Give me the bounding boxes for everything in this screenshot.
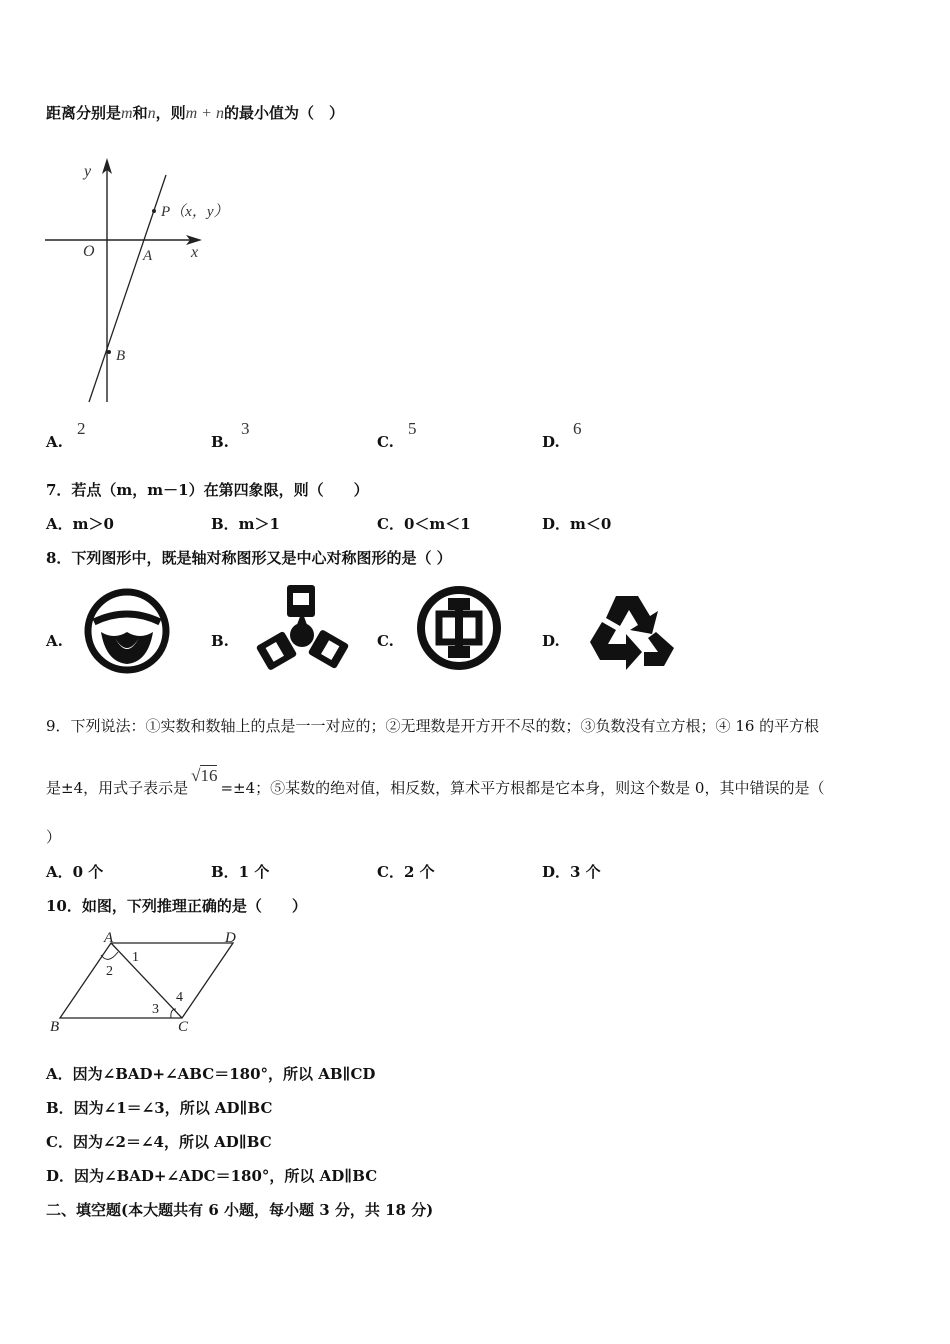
q7-option-d: D．m＜0	[542, 515, 612, 533]
q8-option-d-letter: D.	[542, 632, 560, 650]
q9-option-a: A．0 个	[46, 863, 104, 881]
sqrt-symbol	[188, 766, 220, 786]
q8-option-b-letter: B.	[211, 632, 229, 650]
label-o: O	[83, 243, 95, 260]
q6-option-b-value: 3	[241, 419, 250, 438]
label-d: D	[225, 930, 236, 946]
q6-stem: 距离分别是m和n，则m + n的最小值为（ ）	[46, 104, 344, 122]
label-p: P（x，y）	[161, 204, 229, 220]
q8-stem: 8．下列图形中，既是轴对称图形又是中心对称图形的是（ ）	[46, 549, 452, 567]
angle-label-4: 4	[176, 990, 183, 1005]
point-p	[152, 209, 156, 213]
angle-label-2: 2	[106, 964, 113, 979]
q10-option-c: C．因为∠2＝∠4，所以 AD∥BC	[46, 1133, 272, 1151]
q9-line-1: 9．下列说法：①实数和数轴上的点是一一对应的；②无理数是开方开不尽的数；③负数没有立方根；④ 16 的平方根	[46, 717, 820, 735]
sqrt-radicand: 16	[200, 766, 218, 785]
q6-option-d-value: 6	[573, 419, 582, 438]
sqrt-sign-icon: √	[191, 766, 201, 785]
line-ab	[89, 175, 166, 402]
q7-stem: 7．若点（m，m－1）在第四象限，则（ ）	[46, 481, 369, 499]
label-a: A	[104, 930, 114, 946]
label-x: x	[191, 244, 199, 261]
q6-option-c-letter: C.	[377, 433, 394, 451]
q6-option-a-value: 2	[77, 419, 86, 438]
q10-option-b: B．因为∠1＝∠3，所以 AD∥BC	[46, 1099, 273, 1117]
q8-figure-c-coin-icon	[415, 584, 503, 672]
q6-option-b-letter: B.	[211, 433, 229, 451]
angle-label-1: 1	[132, 950, 139, 965]
q9-option-b: B．1 个	[211, 863, 270, 881]
label-b: B	[116, 348, 126, 364]
label-a: A	[143, 248, 153, 264]
q8-option-a-letter: A.	[46, 632, 63, 650]
q6-coordinate-figure	[40, 150, 250, 410]
q8-option-c-letter: C.	[377, 632, 394, 650]
q7-option-c: C．0＜m＜1	[377, 515, 471, 533]
q6-option-a-letter: A.	[46, 433, 63, 451]
label-y: y	[84, 163, 92, 180]
q8-figure-a-emblem-icon	[84, 588, 170, 674]
section-2-heading: 二、填空题(本大题共有 6 小题，每小题 3 分，共 18 分)	[46, 1201, 434, 1219]
q6-option-c-value: 5	[408, 419, 417, 438]
q10-parallelogram-figure	[46, 925, 256, 1040]
q10-option-a: A．因为∠BAD+∠ABC＝180°，所以 AB∥CD	[46, 1065, 376, 1083]
q9-option-c: C．2 个	[377, 863, 435, 881]
q10-stem: 10．如图，下列推理正确的是（ ）	[46, 897, 307, 915]
q9-line-3: ）	[46, 828, 62, 846]
q7-option-b: B．m＞1	[211, 515, 280, 533]
q9-option-d: D．3 个	[542, 863, 601, 881]
q7-option-a: A．m＞0	[46, 515, 114, 533]
angle-label-3: 3	[152, 1002, 159, 1017]
point-b	[107, 350, 111, 354]
q9-line-2: 是±4，用式子表示是√16=±4；⑤某数的绝对值，相反数，算术平方根都是它本身，则这个数是 0，其中错误的是（	[46, 766, 825, 797]
q8-figure-d-recycle-icon	[586, 588, 678, 674]
label-c: C	[178, 1019, 189, 1035]
q6-option-d-letter: D.	[542, 433, 560, 451]
q8-figure-b-tri-spoke-icon	[254, 583, 350, 671]
label-b: B	[50, 1019, 60, 1035]
diagonal-ac	[111, 943, 182, 1018]
q10-option-d: D．因为∠BAD+∠ADC＝180°，所以 AD∥BC	[46, 1167, 378, 1185]
